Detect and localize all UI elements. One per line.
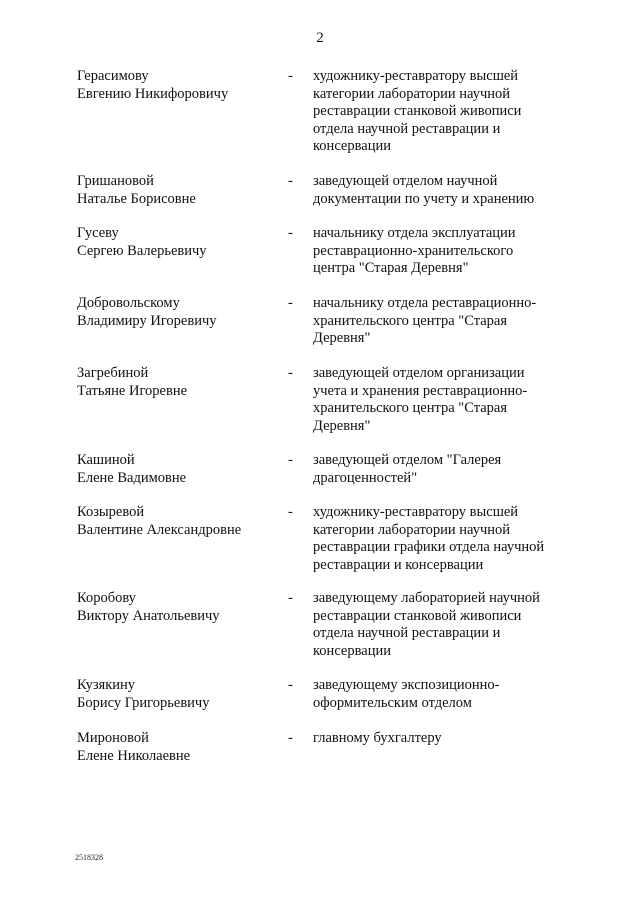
given-names: Борису Григорьевичу [77,694,210,711]
position-title [313,730,563,748]
surname: Гришановой [77,173,154,189]
position-line: центра "Старая Деревня" [313,260,469,276]
separator-dash: - [288,173,293,189]
position-line: отдела научной реставрации и [313,625,501,641]
document-code: 2518328 [75,853,103,862]
given-names: Евгению Никифоровичу [77,85,229,102]
position-line: Деревня" [313,330,371,346]
position-line: учета и хранения реставрационно- [313,382,528,399]
position-line: реставрации станковой живописи [313,607,522,624]
person-name [77,173,277,208]
page-number: 2 [316,30,324,46]
position-line: заведующему экспозиционно- [313,677,500,693]
position-line: заведующей отделом научной [313,173,498,189]
person-name [77,365,277,400]
position-line: начальнику отдела реставрационно- [313,295,537,311]
person-name [77,504,277,539]
position-line: художнику-реставратору высшей [313,68,519,84]
position-line: начальнику отдела эксплуатации [313,225,516,241]
surname: Кашиной [77,452,135,468]
person-name [77,68,277,103]
surname: Загребиной [77,365,149,381]
separator-dash: - [288,68,293,84]
position-line: реставрации графики отдела научной [313,539,545,555]
position-line: документации по учету и хранению [313,190,535,207]
given-names: Виктору Анатольевичу [77,607,220,624]
surname: Козыревой [77,504,145,520]
position-title [313,68,563,156]
position-line: оформительским отделом [313,694,472,711]
position-line: художнику-реставратору высшей [313,504,519,520]
position-line: заведующему лабораторией научной [313,590,540,606]
position-line: заведующей отделом организации [313,365,525,381]
separator-dash: - [288,452,293,468]
person-name [77,590,277,625]
position-title [313,173,563,208]
separator-dash: - [288,677,293,693]
position-line: хранительского центра "Старая [313,312,508,329]
position-line: категории лаборатории научной [313,85,511,102]
position-title [313,452,563,487]
position-title [313,225,563,278]
separator-dash: - [288,590,293,606]
surname: Герасимову [77,68,149,84]
position-line: главному бухгалтеру [313,730,442,746]
person-name [77,225,277,260]
person-name [77,295,277,330]
surname: Добровольскому [77,295,180,311]
position-line: отдела научной реставрации и [313,120,501,137]
position-line: реставрации станковой живописи [313,103,522,119]
given-names: Владимиру Игоревичу [77,312,217,329]
person-name [77,452,277,487]
position-line: Деревня" [313,417,371,434]
surname: Гусеву [77,225,119,241]
given-names: Елене Вадимовне [77,469,187,486]
position-title [313,504,563,574]
position-line: категории лаборатории научной [313,521,511,538]
position-title [313,677,563,712]
given-names: Татьяне Игоревне [77,382,188,399]
person-name [77,730,277,765]
given-names: Валентине Александровне [77,521,242,538]
position-line: реставрационно-хранительского [313,242,514,259]
position-line: реставрации и консервации [313,556,484,573]
separator-dash: - [288,365,293,381]
position-line: драгоценностей" [313,469,418,486]
surname: Коробову [77,590,136,606]
person-name [77,677,277,712]
position-line: хранительского центра "Старая [313,400,508,416]
separator-dash: - [288,225,293,241]
surname: Мироновой [77,730,149,746]
position-title [313,590,563,660]
position-line: консервации [313,642,391,659]
given-names: Наталье Борисовне [77,190,196,207]
separator-dash: - [288,295,293,311]
surname: Кузякину [77,677,136,693]
position-title [313,295,563,348]
given-names: Сергею Валерьевичу [77,242,207,259]
position-line: заведующей отделом "Галерея [313,452,502,468]
separator-dash: - [288,504,293,520]
given-names: Елене Николаевне [77,747,191,764]
separator-dash: - [288,730,293,746]
position-line: консервации [313,138,391,154]
position-title [313,365,563,435]
